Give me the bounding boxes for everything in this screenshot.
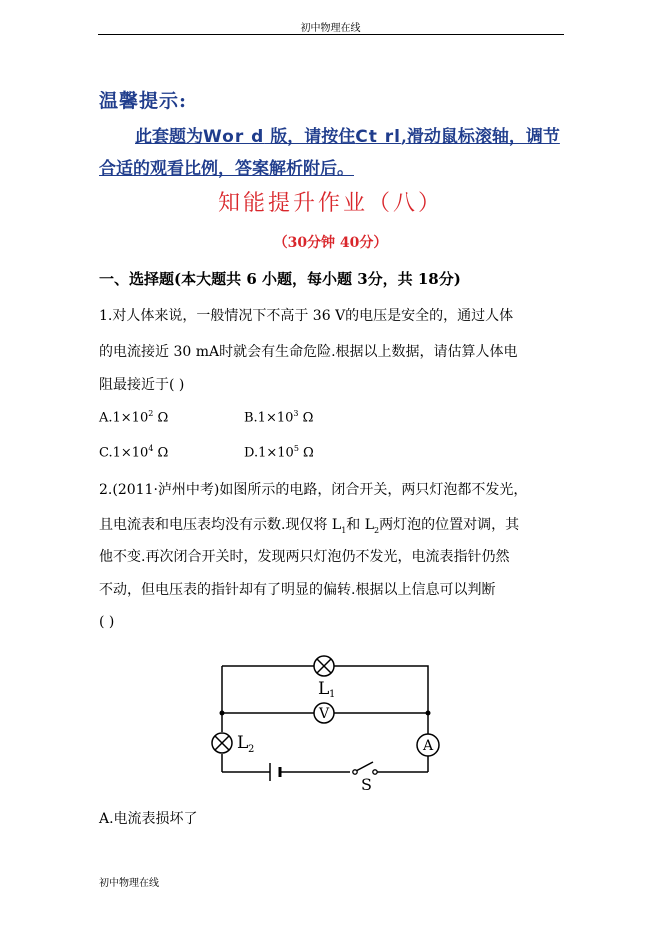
q1-option-c [99, 444, 168, 460]
q1-option-d-unit: Ω [298, 445, 314, 461]
q2-option-a: A.电流表损坏了 [99, 811, 198, 827]
q1-option-b [244, 409, 313, 425]
tip-line-1 [135, 122, 560, 147]
tip-text-a: 此套题为 [135, 127, 203, 147]
voltmeter-label: V [318, 706, 330, 722]
page-footer: 初中物理在线 [99, 878, 159, 889]
q1-option-b-base: B.1×10 [244, 410, 294, 426]
q2-line-2-c: 两灯泡的位置对调，其 [379, 517, 520, 533]
lamp-l1-subscript: 1 [329, 689, 336, 700]
q2-line-2-sub2: 2 [374, 525, 380, 535]
switch-blade [356, 762, 373, 771]
q1-option-c-exp: 4 [148, 444, 154, 453]
q2-line-1: 2.(2011·泸州中考)如图所示的电路，闭合开关，两只灯泡都不发光， [99, 482, 528, 498]
switch-contact-left [353, 770, 357, 774]
switch-contact-right [373, 770, 377, 774]
ammeter-label: A [422, 738, 434, 754]
q1-option-a-base: A.1×10 [99, 410, 149, 426]
junction-left [220, 711, 225, 716]
q1-line-2: 的电流接近 30 mA时就会有生命危险.根据以上数据，请估算人体电 [99, 344, 518, 360]
q1-option-a-unit: Ω [153, 410, 169, 426]
q1-line-3: 阻最接近于( ) [99, 377, 185, 393]
tip-line-2: 合适的观看比例，答案解析附后。 [99, 159, 354, 179]
page-header: 初中物理在线 [300, 23, 361, 34]
junction-right [426, 711, 431, 716]
q1-option-d-exp: 5 [293, 444, 299, 453]
q2-line-2-b: 和 L [346, 517, 375, 533]
section-heading: 一、选择题(本大题共 6 小题，每小题 3分，共 18分) [99, 270, 461, 288]
q2-line-2 [99, 514, 519, 535]
q1-option-b-unit: Ω [298, 410, 314, 426]
tip-text-c: ,滑动鼠标滚轴，调节 [400, 127, 560, 147]
q2-line-5: ( ) [99, 614, 115, 630]
tip-ctrl-keyword: Ct rl [355, 127, 401, 147]
q1-option-c-base: C.1×10 [99, 445, 149, 461]
q1-option-a [99, 409, 168, 425]
tip-text-b: 版，请按住 [264, 127, 356, 147]
q2-line-4: 不动，但电压表的指针却有了明显的偏转.根据以上信息可以判断 [99, 582, 496, 598]
q2-line-2-sub1: 1 [341, 525, 347, 535]
q1-option-c-unit: Ω [153, 445, 169, 461]
circuit-diagram [200, 650, 450, 800]
q2-line-2-a: 且电流表和电压表均没有示数.现仅将 L [99, 517, 342, 533]
tip-word-keyword: Wor d [203, 127, 265, 147]
lamp-l1-letter: L [318, 679, 330, 699]
lamp-l2-letter: L [237, 733, 249, 753]
header-rule [98, 34, 564, 35]
document-subtitle: （30分钟 40分） [273, 235, 388, 251]
document-title: 知能提升作业（八） [217, 191, 443, 216]
q1-option-d [244, 444, 314, 460]
q1-option-a-exp: 2 [148, 409, 154, 418]
q2-line-3: 他不变.再次闭合开关时，发现两只灯泡仍不发光，电流表指针仍然 [99, 549, 510, 565]
q1-option-b-exp: 3 [293, 409, 299, 418]
lamp-l2-subscript: 2 [248, 744, 255, 755]
q1-line-1: 1.对人体来说，一般情况下不高于 36 V的电压是安全的，通过人体 [99, 308, 514, 324]
switch-label: S [361, 775, 372, 794]
q1-option-d-base: D.1×10 [244, 445, 294, 461]
tip-title: 温馨提示: [99, 90, 188, 112]
